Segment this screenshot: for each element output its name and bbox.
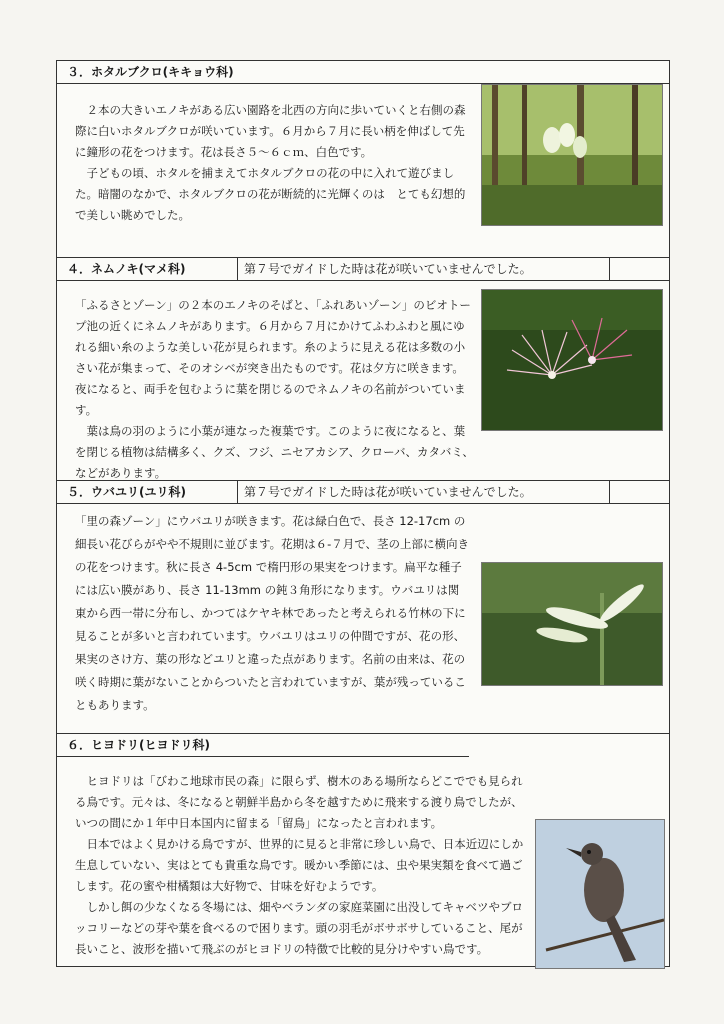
paragraph: 日本ではよく見かける鳥ですが、世界的に見ると非常に珍しい鳥で、日本近辺にしか生息していない、実はとても貴重な鳥です。暖かい季節には、虫や果実類を食べて過ごします。花の蜜や柑橘類は大好物で、甘味を好むようです。	[75, 837, 524, 893]
paragraph: ２本の大きいエノキがある広い園路を北西の方向に歩いていくと右側の森際に白いホタルブクロが咲いています。６月から７月に長い柄を伸ばして先に鐘形の花をつけます。花は長さ５～６ｃｍ、白色です。	[75, 103, 466, 159]
section-title: ６．ヒヨドリ(ヒヨドリ科)	[67, 738, 210, 752]
paragraph: 「ふるさとゾーン」の２本のエノキのそばと、「ふれあいゾーン」のビオトープ池の近くにネムノキがあります。６月から７月にかけてふわふわと風にゆれる細い糸のような美しい花が見られます。糸のように見える花は多数の小さい花が集まって、そのオシベが突き出たものです。花は夕方に咲きます。夜になると、両手を包むように葉を閉じるのでネムノキの名前がついています。	[75, 298, 471, 417]
section-note: 第７号でガイドした時は花が咲いていませんでした。	[238, 258, 610, 280]
paragraph: ヒヨドリは「びわこ地球市民の森」に限らず、樹木のある場所ならどこででも見られる鳥です。元々は、冬になると朝鮮半島から冬を越すために飛来する渡り鳥でしたが、いつの間にか１年中日本国内に留まる「留鳥」になったと言われます。	[75, 774, 523, 830]
paragraph: 子どもの頃、ホタルを捕まえてホタルブクロの花の中に入れて遊びました。暗闇のなかで、ホタルブクロの花が断続的に光輝くのは とても幻想的で美しい眺めでした。	[75, 166, 466, 222]
paragraph: 「里の森ゾーン」にウバユリが咲きます。花は緑白色で、長さ 12-17cm の細長い花びらがやや不規則に並びます。花期は６-７月で、茎の上部に横向きの花をつけます。秋に長さ 4-5cm で楕円形の果実をつけます。扁平な種子には広い膜があり、長さ 11-13mm の鈍３角形になります。ウバユリは関東から西一帯に分布し、かつてはケヤキ林であったと考えられる竹林の下に見ることが多いと言われています。ウバユリはユリの仲間ですが、花の形、果実のさけ方、葉の形などユリと違った点があります。名前の由来は、花の咲く時期に葉がないことからついたと言われていますが、葉が残っていることもあります。	[75, 514, 469, 712]
section-title: ５．ウバユリ(ユリ科)	[57, 481, 238, 503]
document-page	[56, 60, 670, 981]
paragraph: 葉は鳥の羽のように小葉が連なった複葉です。このように夜になると、葉を閉じる植物は結構多く、クズ、フジ、ニセアカシア、クローバ、カタバミ、などがあります。	[75, 424, 474, 480]
section-title: ３．ホタルブクロ(キキョウ科)	[67, 65, 234, 79]
section-nemunoki	[56, 258, 670, 481]
section-hiyodori	[56, 734, 670, 967]
paragraph: しかし餌の少なくなる冬場には、畑やベランダの家庭菜園に出没してキャベツやブロッコリーなどの芽や葉を食べるので困ります。頭の羽毛がボサボサしていること、尾が長いこと、波形を描いて飛ぶのがヒヨドリの特徴で比較的見分けやすい鳥です。	[75, 900, 524, 956]
section-note: 第７号でガイドした時は花が咲いていませんでした。	[238, 481, 610, 503]
section-hotarubukuro	[56, 60, 670, 258]
nemunoki-photo	[481, 289, 663, 431]
hotarubukuro-photo	[481, 84, 663, 226]
section-ubayuri	[56, 481, 670, 734]
hiyodori-photo	[535, 819, 665, 969]
section-title: ４．ネムノキ(マメ科)	[57, 258, 238, 280]
ubayuri-photo	[481, 562, 663, 686]
